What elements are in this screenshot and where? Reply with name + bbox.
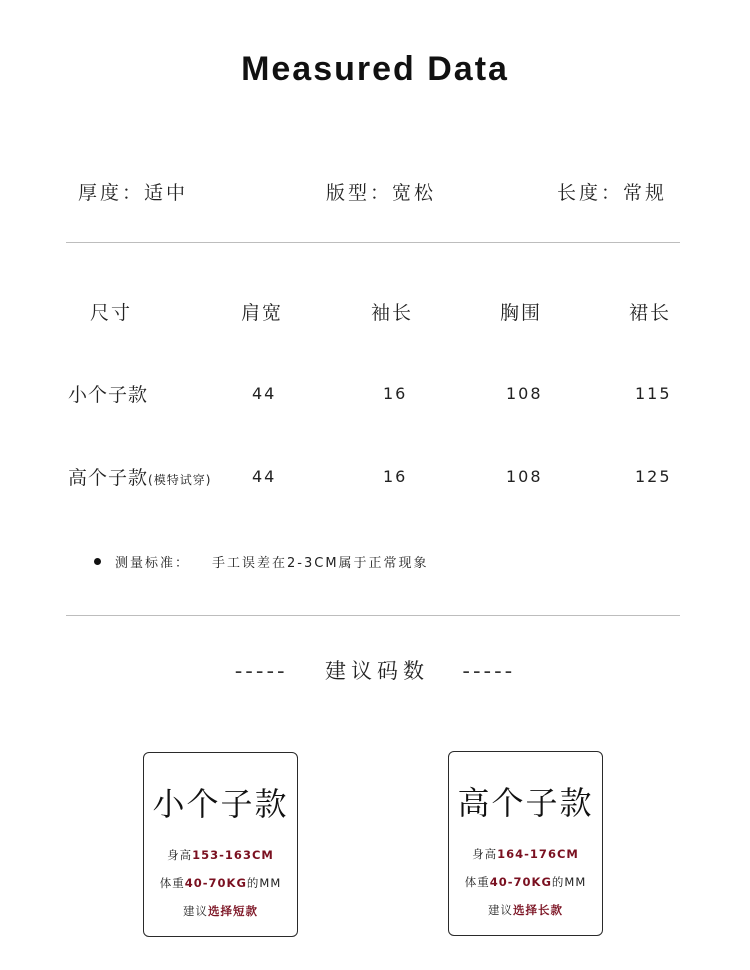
bullet-icon (94, 558, 101, 565)
size-card-petite (143, 752, 298, 937)
row-label (68, 463, 211, 490)
card-height (449, 846, 602, 862)
card-height (144, 847, 297, 863)
table-header-bust: 胸围 (500, 302, 543, 324)
cell-sleeve: 16 (383, 384, 408, 403)
weight-value: 40-70KG (184, 876, 247, 890)
weight-label: 体重 (159, 876, 185, 890)
cell-skirt-length: 115 (635, 384, 672, 403)
attribute-fit: 版型：宽松 (326, 182, 437, 204)
card-weight (144, 875, 297, 891)
card-advice (449, 902, 602, 918)
card-title: 高个子款 (457, 784, 594, 822)
height-value: 164-176CM (497, 847, 579, 861)
note-label: 测量标准： (115, 556, 191, 571)
note-text: 手工误差在2-3CM属于正常现象 (212, 556, 429, 571)
advice-value: 选择短款 (208, 904, 258, 918)
section-title (0, 655, 750, 685)
cell-bust: 108 (506, 467, 543, 486)
height-label: 身高 (472, 847, 498, 861)
divider-top (66, 242, 680, 243)
attribute-length: 长度：常规 (557, 182, 668, 204)
card-weight (449, 874, 602, 890)
card-advice (144, 903, 297, 919)
cell-shoulder: 44 (252, 467, 277, 486)
row-label: 小个子款 (68, 384, 149, 406)
advice-value: 选择长款 (513, 903, 563, 917)
table-header-skirt-length: 裙长 (629, 302, 672, 324)
weight-label: 体重 (464, 875, 490, 889)
cell-shoulder: 44 (252, 384, 277, 403)
height-value: 153-163CM (192, 848, 274, 862)
dash-left: ----- (234, 659, 288, 683)
cell-skirt-length: 125 (635, 467, 672, 486)
weight-suffix: 的MM (551, 875, 587, 889)
cell-sleeve: 16 (383, 467, 408, 486)
height-label: 身高 (167, 848, 193, 862)
row-label-text: 高个子款 (68, 467, 149, 489)
measurement-note (94, 552, 429, 571)
table-header-size: 尺寸 (90, 302, 133, 324)
page-title: Measured Data (241, 50, 509, 88)
card-title: 小个子款 (152, 785, 289, 823)
table-header-sleeve: 袖长 (371, 302, 414, 324)
advice-label: 建议 (488, 903, 513, 917)
size-card-tall (448, 751, 603, 936)
advice-label: 建议 (183, 904, 208, 918)
weight-value: 40-70KG (489, 875, 552, 889)
section-title-text: 建议码数 (325, 659, 429, 683)
divider-bottom (66, 615, 680, 616)
dash-right: ----- (462, 659, 516, 683)
row-label-note: (模特试穿) (148, 473, 212, 487)
table-header-shoulder: 肩宽 (241, 302, 284, 324)
weight-suffix: 的MM (246, 876, 282, 890)
cell-bust: 108 (506, 384, 543, 403)
attribute-thickness: 厚度：适中 (78, 182, 189, 204)
